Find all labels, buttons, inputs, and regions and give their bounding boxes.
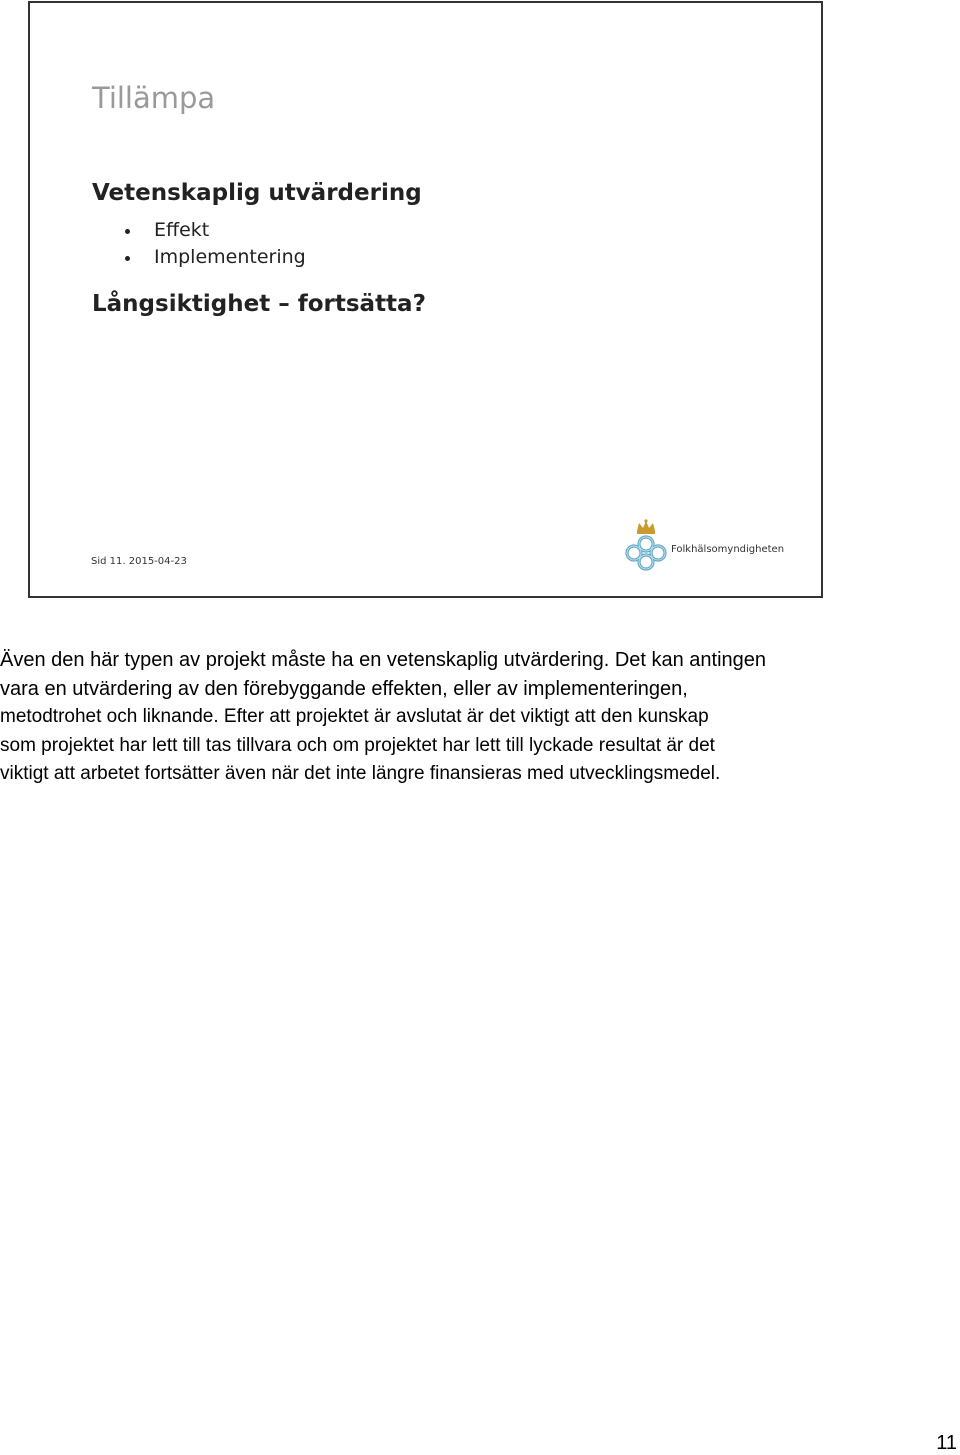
slide-bullet-list — [124, 217, 306, 271]
body-line: Även den här typen av projekt måste ha en vetenskaplig utvärdering. Det kan antingen — [0, 649, 767, 671]
slide-bullet-item: Effekt — [124, 217, 306, 244]
logo-name: Folkhälsomyndigheten — [671, 544, 785, 555]
body-line: viktigt att arbetet fortsätter även när det inte längre finansieras med utvecklingsmedel. — [0, 763, 721, 784]
body-line: metodtrohet och liknande. Efter att projektet är avslutat är det viktigt att den kunskap — [0, 706, 709, 727]
page-number: 11 — [936, 1432, 957, 1454]
slide-section-title: Tillämpa — [92, 81, 216, 115]
slide-footer: Sid 11. 2015-04-23 — [91, 556, 187, 567]
slide-bullet-item: Implementering — [124, 244, 306, 271]
body-paragraph — [0, 646, 960, 789]
slide-heading-longterm: Långsiktighet – fortsätta? — [92, 291, 426, 317]
slide-thumbnail — [28, 1, 823, 598]
body-line: vara en utvärdering av den förebyggande effekten, eller av implementeringen, — [0, 677, 688, 700]
slide-heading-evaluation: Vetenskaplig utvärdering — [92, 180, 422, 206]
body-line: som projektet har lett till tas tillvara och om projektet har lett till lyckade resultat är det — [0, 734, 715, 756]
